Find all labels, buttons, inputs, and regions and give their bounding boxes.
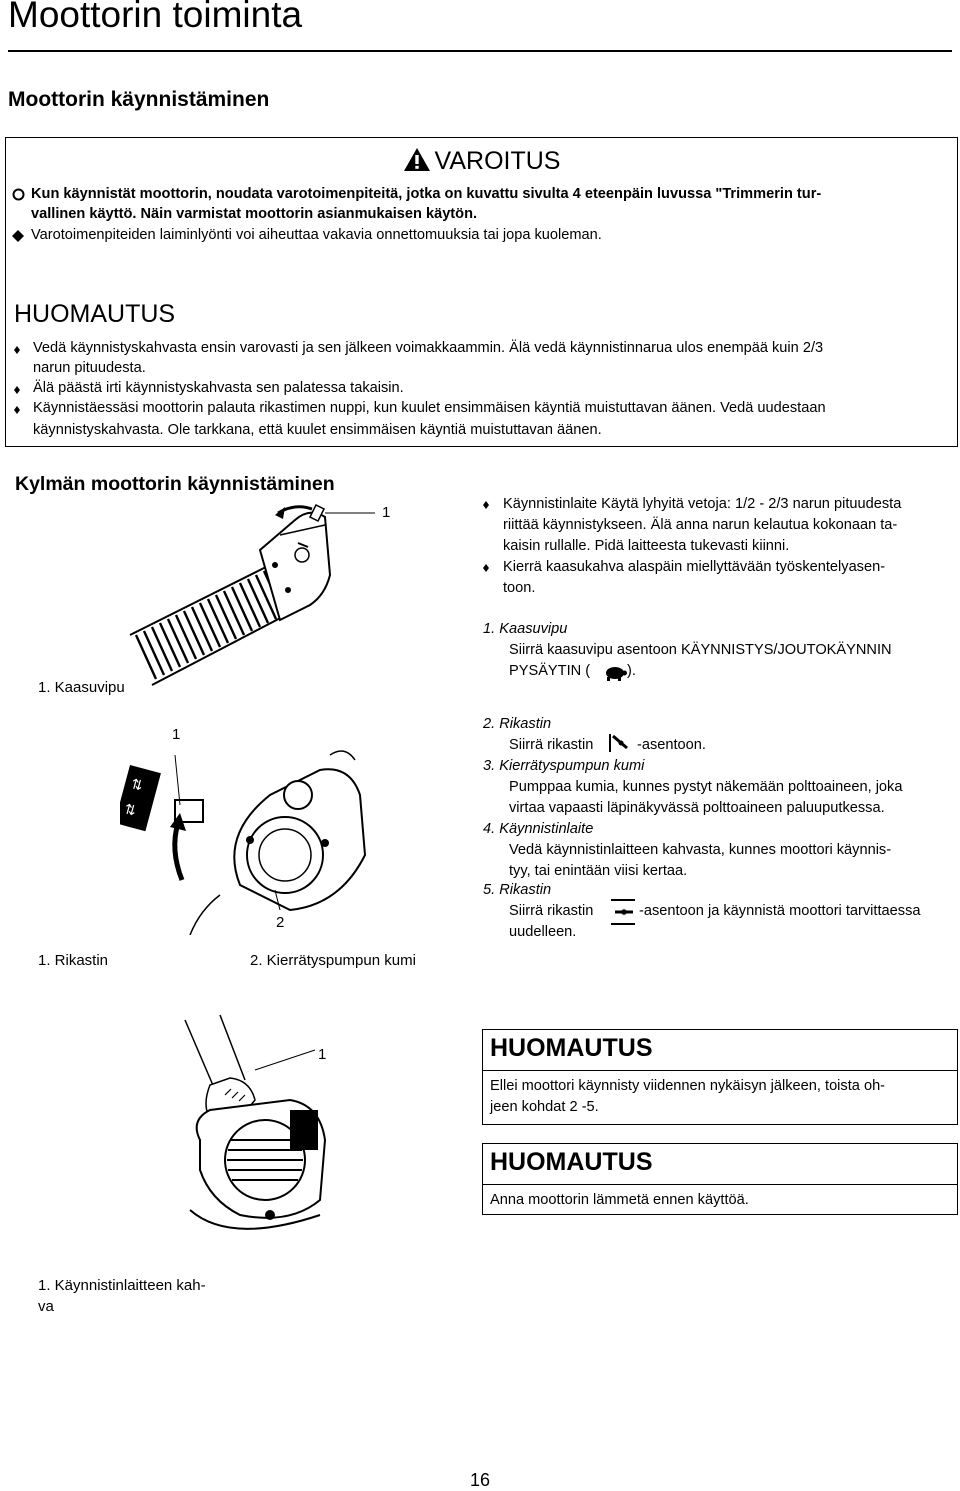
step5-label: 5. Rikastin [483,882,552,898]
fig2-callout-1: 1 [172,726,181,743]
note-box-2-line1: Anna moottorin lämmetä ennen käyttöä. [490,1192,749,1208]
warning-item2: Varotoimenpiteiden laiminlyönti voi aiheuttaa vakavia onnettomuuksia tai jopa kuoleman. [31,227,602,243]
fig2-callout-2: 2 [276,914,285,931]
step1-label: 1. Kaasuvipu [483,621,568,637]
notice-item2: Älä päästä irti käynnistyskahvasta sen palatessa takaisin. [33,380,404,396]
circle-bullet-icon [12,188,25,201]
page-number: 16 [469,1470,491,1490]
fig2-caption-2: 2. Kierrätyspumpun kumi [250,952,416,969]
notice-item1-line1: Vedä käynnistyskahvasta ensin varovasti ja sen jälkeen voimakkaammin. Älä vedä käynnistinnarua ulos enempää kuin 2/3 [33,340,824,356]
notice-item1-line2: narun pituudesta. [33,360,146,376]
diamond-bullet-icon [14,406,20,414]
bullet2-line2: toon. [503,580,536,596]
warning-heading [6,146,957,176]
choke-open-icon [609,897,637,927]
step1-line2a: PYSÄYTIN ( [509,663,591,679]
fig3-caption-line2: va [38,1298,54,1315]
diamond-bullet-icon [14,346,20,354]
choke-closed-icon [607,732,633,754]
throttle-lever-illustration [120,495,410,705]
fig1-caption: 1. Kaasuvipu [38,679,125,696]
fig2-caption-1: 1. Rikastin [38,952,109,969]
warning-notice-box [5,137,958,447]
notice-heading: HUOMAUTUS [14,300,176,328]
fig3-callout: 1 [318,1046,327,1063]
svg-text:⇅: ⇅ [129,775,145,794]
step1-line2b: ). [627,663,636,679]
cold-start-title: Kylmän moottorin käynnistäminen [15,473,335,495]
note-box-1-heading: HUOMAUTUS [490,1034,653,1062]
svg-text:⇅: ⇅ [122,800,139,819]
step2-text-a: Siirrä rikastin [509,737,594,753]
section-title: Moottorin käynnistäminen [8,88,270,111]
warning-item1-line1: Kun käynnistät moottorin, noudata varotoimenpiteitä, jotka on kuvattu sivulta 4 eteenpäin luvussa "Trimmerin tur- [31,186,822,202]
bullet1-line1: Käynnistinlaite Käytä lyhyitä vetoja: 1/2 - 2/3 narun pituudesta [503,496,902,512]
note-box-2 [482,1143,958,1215]
diamond-bullet-icon [483,564,489,572]
notice-item3-line1: Käynnistäessäsi moottorin palauta rikastimen nuppi, kun kuulet ensimmäisen käyntiä muistuttavan äänen. Vedä uudestaan [33,400,826,416]
note-box-1-rule [483,1070,957,1071]
title-rule [8,50,952,52]
step3-line2: virtaa vapaasti läpinäkyvässä polttoaineen paluuputkessa. [509,800,885,816]
step4-label: 4. Käynnistinlaite [483,821,594,837]
step5-text-a: Siirrä rikastin [509,903,594,919]
step4-line2: tyy, tai enintään viisi kertaa. [509,863,688,879]
note-box-2-heading: HUOMAUTUS [490,1148,653,1176]
step5-line2: uudelleen. [509,924,577,940]
diamond-bullet-icon [14,386,20,394]
notice-item3-line2: käynnistyskahvasta. Ole tarkkana, että kuulet ensimmäisen käyntiä muistuttavan äänen. [33,422,602,438]
step3-label: 3. Kierrätyspumpun kumi [483,758,645,774]
note-box-1-line1: Ellei moottori käynnisty viidennen nykäisyn jälkeen, toista oh- [490,1078,886,1094]
step1-line1: Siirrä kaasuvipu asentoon KÄYNNISTYS/JOUTOKÄYNNIN [509,642,892,658]
step3-line1: Pumppaa kumia, kunnes pystyt näkemään polttoaineen, joka [509,779,903,795]
turtle-icon [603,665,627,681]
step4-line1: Vedä käynnistinlaitteen kahvasta, kunnes moottori käynnis- [509,842,892,858]
page-title: Moottorin toiminta [8,0,303,35]
starter-handle-illustration [170,1010,370,1245]
warning-triangle-icon [403,147,431,172]
step2-text-b: -asentoon. [637,737,706,753]
step2-label: 2. Rikastin [483,716,552,732]
choke-primer-illustration [120,735,450,935]
diamond-bullet-icon [12,230,24,242]
warning-item1-line2: vallinen käyttö. Näin varmistat moottorin asianmukaisen käytön. [31,206,478,222]
bullet2-line1: Kierrä kaasukahva alaspäin miellyttävään työskentelyasen- [503,559,886,575]
bullet1-line2: riittää käynnistykseen. Älä anna narun kelautua kokonaan ta- [503,517,898,533]
note-box-2-rule [483,1184,957,1185]
fig3-caption-line1: 1. Käynnistinlaitteen kah- [38,1277,206,1294]
note-box-1-line2: jeen kohdat 2 -5. [490,1099,599,1115]
bullet1-line3: kaisin rullalle. Pidä laitteesta tukevasti kiinni. [503,538,790,554]
fig1-callout: 1 [382,504,391,521]
warning-heading-text: VAROITUS [434,147,561,175]
note-box-1 [482,1029,958,1125]
step5-text-b: -asentoon ja käynnistä moottori tarvittaessa [639,903,921,919]
diamond-bullet-icon [483,501,489,509]
